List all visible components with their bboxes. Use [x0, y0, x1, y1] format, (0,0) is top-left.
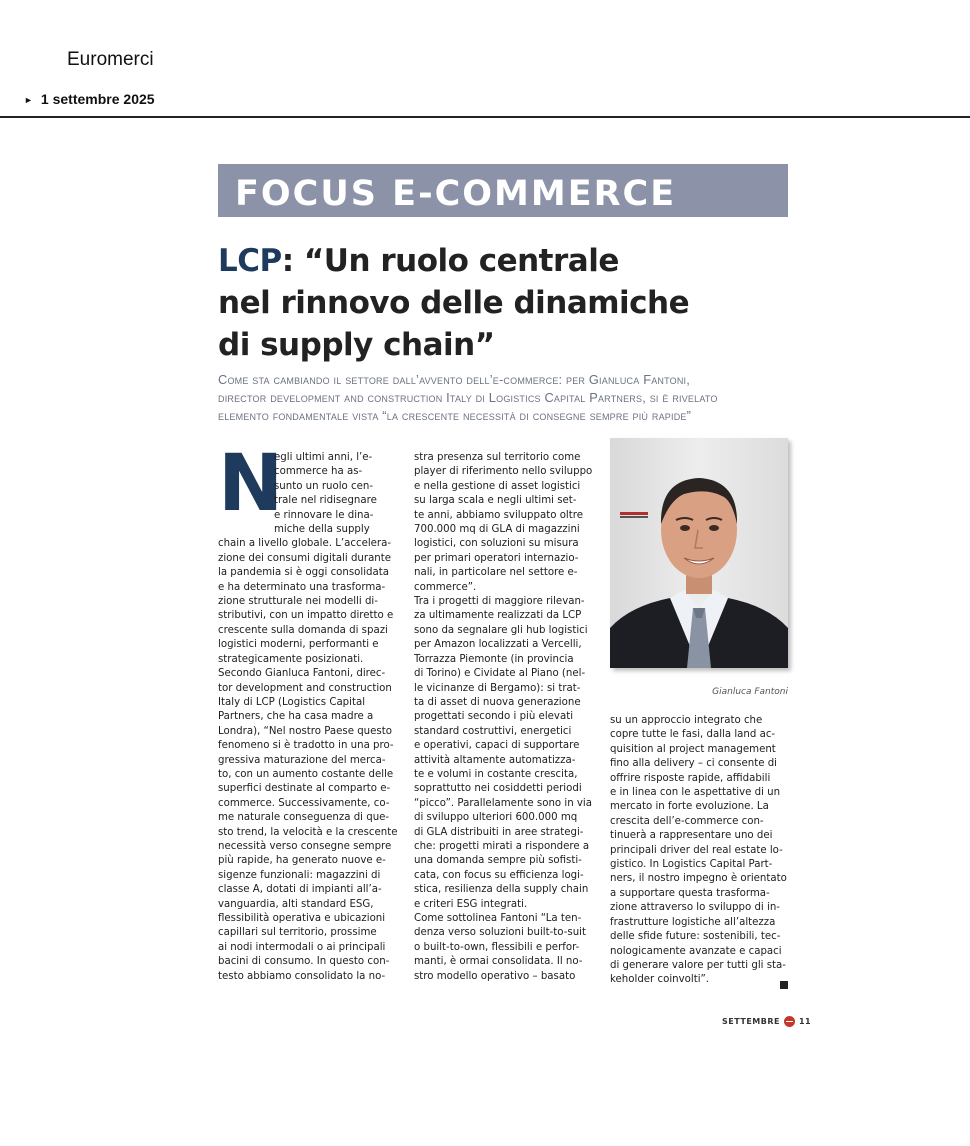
body-text-line: chain a livello globale. L’accelera-	[218, 538, 392, 550]
body-text-line: zione dei consumi digitali durante	[218, 552, 392, 564]
body-text-line: testo abbiamo consolidato la no-	[218, 970, 386, 982]
body-column-1	[218, 439, 398, 984]
arrow-right-icon: ►	[24, 95, 33, 105]
headline-line-2: nel rinnovo delle dinamiche	[218, 285, 690, 321]
body-text-line: miche della supply	[274, 524, 370, 536]
body-text-line: le vicinanze di Bergamo): si trat-	[414, 682, 581, 694]
body-text-line: Torrazza Piemonte (in provincia	[414, 653, 574, 665]
source-name: Euromerci	[67, 49, 154, 70]
body-text-line: per primari operatori internazio-	[414, 552, 579, 564]
body-text-line: sunto un ruolo cen-	[274, 480, 374, 492]
body-text-line: di GLA distribuiti in aree strategi-	[414, 826, 584, 838]
body-text-line: player di riferimento nello sviluppo	[414, 466, 593, 478]
body-text-line: stica, resilienza della supply chain	[414, 884, 589, 896]
body-text-line: quisition al project management	[610, 743, 776, 755]
body-text-line: che: progetti mirati a rispondere a	[414, 840, 590, 852]
body-text-line: flessibilità operativa e ubicazioni	[218, 913, 386, 924]
body-text-line: principali driver del real estate lo-	[610, 844, 783, 856]
body-text-line: te e volumi in costante crescita,	[414, 768, 578, 780]
body-text-line: crescita dell’e-commerce con-	[610, 815, 764, 827]
folio-page-number: 11	[798, 1017, 812, 1026]
body-text-line: necessità verso consegne sempre	[218, 840, 392, 852]
body-text-line: trale nel ridisegnare	[274, 495, 377, 507]
body-text-line: su larga scala e negli ultimi set-	[414, 495, 577, 507]
globe-icon	[784, 1016, 795, 1027]
body-text-line: superfici destinate al comparto e-	[218, 783, 391, 795]
body-text-line: tor development and construction	[218, 682, 392, 694]
body-text-line: sigenze funzionali: magazzini di	[218, 869, 381, 881]
deck-line: Come sta cambiando il settore dall’avvento dell’e-commerce: per Gianluca Fantoni,	[218, 372, 691, 387]
section-banner	[218, 164, 788, 217]
publication-date	[24, 91, 155, 107]
body-text-line: strategicamente posizionati.	[218, 653, 364, 665]
body-text-line: e ha determinato una trasforma-	[218, 581, 386, 593]
body-text-line: progettati secondo i più elevati	[414, 711, 574, 723]
body-text-line: sto trend, la velocità e la crescente	[218, 826, 398, 838]
body-text-line: classe A, dotati di impianti all’a-	[218, 884, 382, 896]
deck-line: elemento fondamentale vista “la crescente necessità di consegne sempre più rapide”	[218, 408, 692, 423]
body-text-line: logistici moderni, performanti e	[218, 639, 379, 651]
body-text-line: Londra), “Nel nostro Paese questo	[218, 725, 392, 737]
body-text-line: ners, il nostro impegno è orientato	[610, 873, 787, 885]
headline-brand: LCP	[218, 243, 282, 279]
body-text-line: sono da segnalare gli hub logistici	[414, 624, 588, 636]
body-text-line: tinuerà a rappresentare uno dei	[610, 830, 773, 842]
body-text-line: capillari sul territorio, prossime	[218, 927, 377, 939]
headline-line-1-text: : “Un ruolo centrale	[281, 243, 619, 279]
body-text-line: offrire risposte rapide, affidabili	[610, 772, 771, 784]
body-column-3	[610, 714, 790, 988]
body-text-line: frastrutture logistiche all’altezza	[610, 916, 776, 928]
photo-caption: Gianluca Fantoni	[712, 687, 788, 697]
body-text-line: keholder coinvolti”.	[610, 974, 710, 986]
body-column-2	[414, 451, 594, 984]
portrait-illustration	[610, 438, 788, 668]
body-text-line: Italy di LCP (Logistics Capital	[218, 696, 366, 708]
header-divider	[0, 116, 970, 118]
body-text-line: Partners, che ha casa madre a	[218, 711, 374, 723]
body-text-line: soprattutto nei cosiddetti periodi	[414, 783, 582, 795]
body-text-line: commerce ha as-	[274, 466, 363, 478]
page-folio	[722, 1016, 811, 1027]
body-text-line: Tra i progetti di maggiore rilevan-	[414, 596, 585, 608]
headline-line-1	[218, 240, 778, 282]
body-text-line: a supportare questa trasforma-	[610, 887, 770, 899]
body-text-line: to, con un aumento costante delle	[218, 768, 394, 780]
body-text-line: gistico. In Logistics Capital Part-	[610, 859, 773, 871]
body-text-line: commerce. Successivamente, co-	[218, 797, 390, 809]
end-of-article-mark	[780, 981, 788, 989]
body-text-line: e operativi, capaci di supportare	[414, 740, 580, 752]
body-text-line: di generare valore per tutti gli sta-	[610, 959, 786, 971]
body-text-line: su un approccio integrato che	[610, 715, 763, 726]
body-text-line: 700.000 mq di GLA di magazzini	[414, 524, 580, 536]
body-text-line: di sviluppo ulteriori 600.000 mq	[414, 812, 578, 824]
body-text-line: copre tutte le fasi, dalla land ac-	[610, 729, 776, 741]
headline-line-3: di supply chain”	[218, 327, 495, 363]
body-text-line: delle sfide future: sostenibili, tec-	[610, 931, 781, 943]
body-text-line: nologicamente avanzate e capaci	[610, 945, 782, 957]
body-text-line: attività altamente automatizza-	[414, 754, 576, 766]
body-text-line: stributivi, con un impatto diretto e	[218, 610, 394, 622]
body-text-line: e criteri ESG integrati.	[414, 898, 528, 910]
body-text-line: te anni, abbiamo sviluppato oltre	[414, 509, 583, 521]
body-text-line: e rinnovare le dina-	[274, 509, 374, 521]
section-banner-text: FOCUS E-COMMERCE	[235, 174, 677, 214]
body-text-line: stra presenza sul territorio come	[414, 452, 581, 463]
body-text-line: Come sottolinea Fantoni “La ten-	[414, 913, 582, 924]
body-text-line: fino alla delivery – ci consente di	[610, 758, 777, 770]
portrait-photo	[610, 438, 788, 668]
body-text-line: ta di asset di nuova generazione	[414, 696, 581, 708]
body-text-line: gressiva maturazione del merca-	[218, 754, 386, 766]
body-text-line: Secondo Gianluca Fantoni, direc-	[218, 668, 386, 680]
body-text-line: vanguardia, alti standard ESG,	[218, 898, 374, 910]
body-text-line: e nella gestione di asset logistici	[414, 480, 581, 492]
body-text-line: denza verso soluzioni built-to-suit	[414, 927, 586, 939]
body-text-line: standard costruttivi, energetici	[414, 725, 572, 737]
body-text-line: “picco”. Parallelamente sono in via	[414, 797, 593, 809]
body-text-line: egli ultimi anni, l’e-	[274, 452, 373, 463]
folio-month: SETTEMBRE	[722, 1017, 780, 1026]
body-text-line: cata, con focus su efficienza logi-	[414, 869, 584, 881]
body-text-line: per Amazon localizzati a Vercelli,	[414, 639, 582, 651]
body-text-line: bacini di consumo. In questo con-	[218, 956, 390, 968]
drop-cap: N	[218, 439, 284, 529]
article-deck	[218, 371, 790, 425]
body-text-line: stro modello operativo – basato	[414, 970, 576, 982]
body-text-line: più rapide, ha generato nuove e-	[218, 855, 386, 867]
body-text-line: mercato in forte evoluzione. La	[610, 801, 769, 813]
body-text-line: fenomeno si è tradotto in una pro-	[218, 740, 394, 752]
deck-line: director development and construction Italy di Logistics Capital Partners, si è rivelato	[218, 390, 718, 405]
body-text-line: zione strutturale nei modelli di-	[218, 596, 378, 608]
body-text-line: ai nodi intermodali o ai principali	[218, 941, 386, 953]
body-text-line: una domanda sempre più sofisti-	[414, 855, 582, 867]
body-text-line: la pandemia si è oggi consolidata	[218, 567, 390, 579]
date-text: 1 settembre 2025	[40, 91, 155, 107]
body-text-line: crescente sulla domanda di spazi	[218, 624, 388, 636]
body-text-line: e in linea con le aspettative di un	[610, 787, 781, 799]
article-headline	[218, 240, 778, 366]
body-text-line: o built-to-own, flessibili e perfor-	[414, 941, 580, 953]
body-text-line: za ultimamente realizzati da LCP	[414, 610, 582, 622]
body-text-line: zione attraverso lo sviluppo di in-	[610, 902, 780, 914]
body-text-line: me naturale conseguenza di que-	[218, 812, 390, 824]
body-text-line: logistici, con soluzioni su misura	[414, 538, 579, 550]
body-text-line: commerce”.	[414, 581, 477, 593]
body-text-line: di Torino) e Cividate al Piano (nel-	[414, 668, 586, 680]
body-text-line: nali, in particolare nel settore e-	[414, 567, 578, 579]
body-text-line: manti, è ormai consolidata. Il no-	[414, 956, 583, 968]
